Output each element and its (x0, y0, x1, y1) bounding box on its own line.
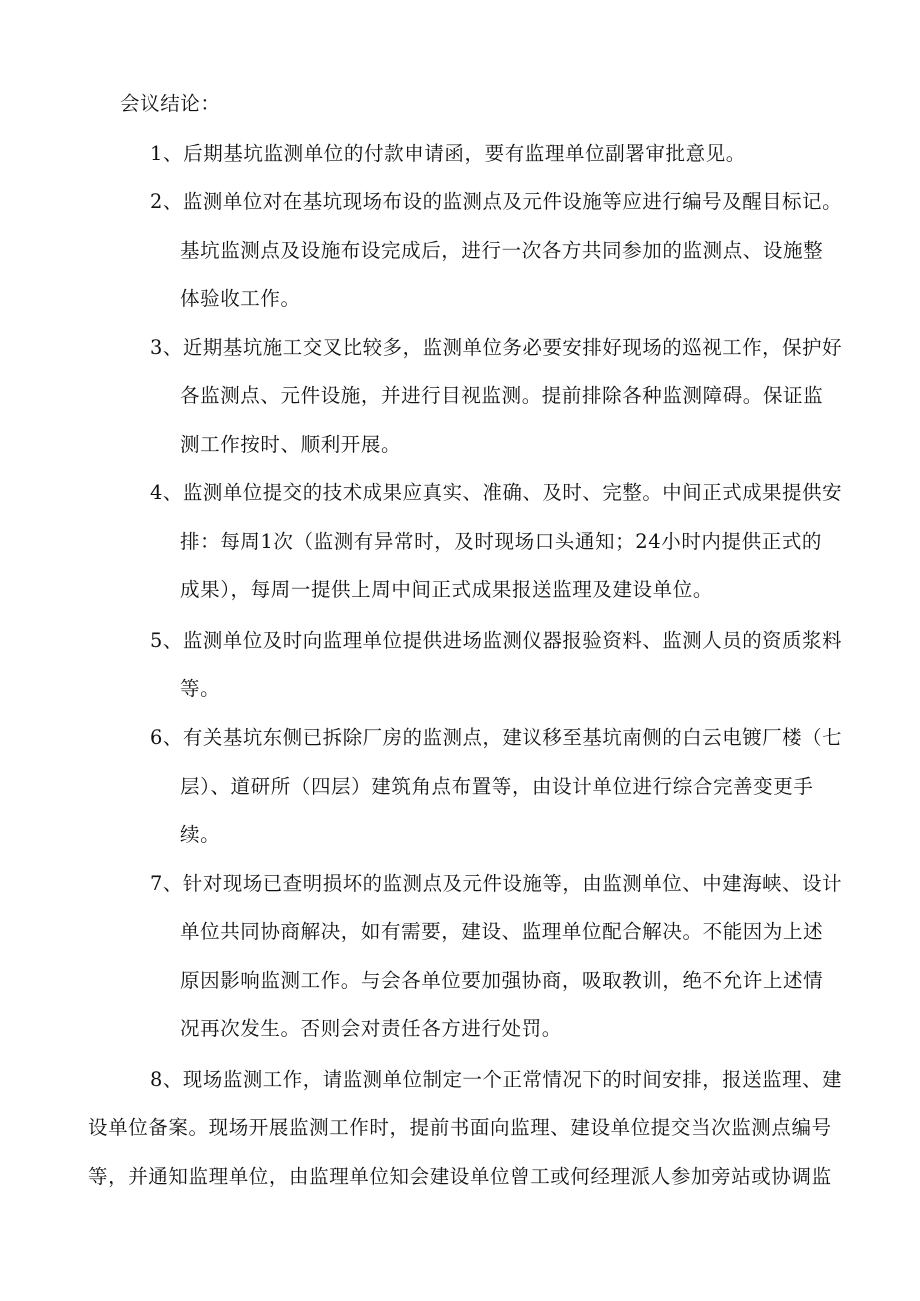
item-2-line-2: 基坑监测点及设施布设完成后，进行一次各方共同参加的监测点、设施整 (180, 239, 824, 262)
item-8-line-2: 设单位备案。现场开展监测工作时，提前书面向监理、建设单位提交当次监测点编号 (88, 1116, 832, 1139)
item-2-line-1: 2、监测单位对在基坑现场布设的监测点及元件设施等应进行编号及醒目标记。 (150, 190, 843, 213)
item-7-line-1: 7、针对现场已查明损坏的监测点及元件设施等，由监测单位、中建海峡、设计 (150, 872, 843, 895)
item-7-line-4: 况再次发生。否则会对责任各方进行处罚。 (180, 1017, 562, 1040)
item-8-line-3: 等，并通知监理单位，由监理单位知会建设单位曾工或何经理派人参加旁站或协调监 (88, 1165, 832, 1188)
item-5-line-2: 等。 (180, 677, 221, 700)
item-6-line-3: 续。 (180, 823, 221, 846)
item-6-line-1: 6、有关基坑东侧已拆除厂房的监测点，建议移至基坑南侧的白云电镀厂楼（七 (150, 726, 843, 749)
item-1-line-1: 1、后期基坑监测单位的付款申请函，要有监理单位副署审批意见。 (150, 142, 746, 165)
item-5-line-1: 5、监测单位及时向监理单位提供进场监测仪器报验资料、监测人员的资质浆料 (150, 629, 843, 652)
item-7-line-2: 单位共同协商解决，如有需要，建设、监理单位配合解决。不能因为上述 (180, 920, 824, 943)
item-4-line-3: 成果），每周一提供上周中间正式成果报送监理及建设单位。 (180, 578, 713, 601)
item-7-line-3: 原因影响监测工作。与会各单位要加强协商，吸取教训，绝不允许上述情 (180, 969, 824, 992)
conclusion-heading: 会议结论： (120, 92, 221, 115)
item-3-line-1: 3、近期基坑施工交叉比较多，监测单位务必要安排好现场的巡视工作，保护好 (150, 336, 843, 359)
item-4-line-1: 4、监测单位提交的技术成果应真实、准确、及时、完整。中间正式成果提供安 (150, 481, 843, 504)
item-3-line-2: 各监测点、元件设施，并进行目视监测。提前排除各种监测障碍。保证监 (180, 384, 824, 407)
item-4-line-2: 排：每周1次（监测有异常时，及时现场口头通知；24小时内提供正式的 (180, 530, 823, 553)
item-3-line-3: 测工作按时、顺利开展。 (180, 433, 402, 456)
item-6-line-2: 层）、道研所（四层）建筑角点布置等，由设计单位进行综合完善变更手 (180, 775, 814, 798)
item-8-line-1: 8、现场监测工作，请监测单位制定一个正常情况下的时间安排，报送监理、建 (150, 1068, 843, 1091)
item-2-line-3: 体验收工作。 (180, 287, 301, 310)
